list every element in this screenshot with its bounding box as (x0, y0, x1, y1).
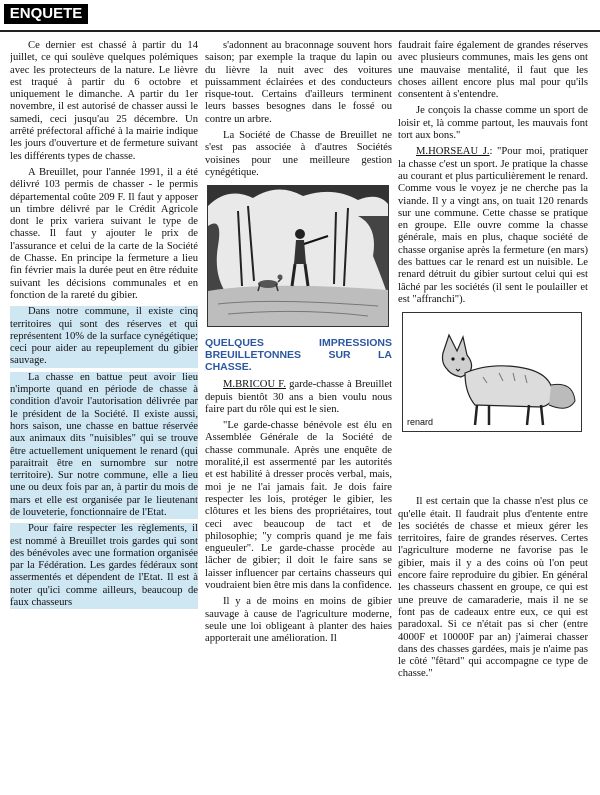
subheading: QUELQUES IMPRESSIONS BREUILLETONNES SUR LA CHASSE. (205, 337, 392, 374)
speaker-name: M.BRICOU F. (223, 379, 286, 391)
paragraph: A Breuillet, pour l'année 1991, il a été délivré 103 permis de chasser - le permis départemental coûte 209 F. Il faut y apposer un timbre délivré par le Crédit Agricole dont le prix variera suivant le type de chasse. Il faut y ajouter le prix de l'assurance et celui de la carte de la Société de Chasse. En principe la fermeture a lieu fin février mais la durée peut en être réduite suivant les décisions communales et en fonction de la rareté du gibier. (10, 166, 198, 301)
highlighted-paragraph: Dans notre commune, il existe cinq territoires qui sont des réserves et qui représentent 10% de la surface cynégétique; ceci pour aider au repeuplement du gibier sauvage. (10, 306, 198, 367)
column-1 (10, 40, 198, 792)
fox-illustration (402, 312, 582, 432)
paragraph: "Le garde-chasse bénévole est élu en Assemblée Générale de la Société de chasse communale. Après une enquête de moralité,il est assermenté par les autorités et est habilité à dresser procès verbal, mais, moi je ne l'ai jamais fait. Je dois faire respecter les lois, protéger le gibier, les clôtures et les biens des propriétaires, tout ceci avec beaucoup de tact et de philosophie; "y compris quand je me fais engueuler". Le garde-chasse procède au lâcher de gibier; il doit le faire sans se laisser influencer par certains chasseurs qui voudraient bien être mis dans la confidence. (205, 420, 392, 592)
hunter-drawing-icon (208, 186, 388, 326)
paragraph-text: garde-chasse à Breuillet depuis bientôt 30 ans a bien voulu nous faire part du rôle qui est le sien. (205, 379, 392, 415)
speaker-name: M.HORSEAU J. (416, 146, 490, 158)
section-header (0, 0, 600, 32)
section-title: ENQUETE (4, 4, 88, 24)
paragraph-text: : "Pour moi, pratiquer la chasse c'est un sport. Je pratique la chasse au courant et plus particulièrement le renard. Comme vous le voyez je ne cherche pas la viande. Il y a vingt ans, on tuait 120 renards sur une commune. Cette chasse se pratique en groupe. Elle ouvre comme la chasse générale, mais en plus, chaque société de chasse organise après la fermeture (en mars) des battues car le renard est un nuisible. Le renard détruit du gibier surtout celui qui est lâché par les sociétés (il sent le poulailler et est "affranchi"). (398, 146, 588, 305)
paragraph: Il y a de moins en moins de gibier sauvage à cause de l'agriculture moderne, seule une loi obligeant à planter des haies apporterait une amélioration. Il (205, 596, 392, 645)
paragraph: Ce dernier est chassé à partir du 14 juillet, ce qui soulève quelques polémiques avec les protecteurs de la nature. Le lièvre est traqué à partir du 6 octobre et uniquement le dimanche. A partir du 1er novembre, il est autorisé de chasser aussi le samedi, ceci jusqu'au 25 décembre. Un arrêté préfectoral affiché à la mairie indique les jours d'ouverture et de fermeture suivant les différents types de chasse. (10, 40, 198, 162)
column-2 (205, 40, 392, 792)
fox-drawing-icon (403, 313, 581, 431)
hunter-illustration (207, 185, 389, 327)
paragraph: s'adonnent au braconnage souvent hors saison; par exemple la traque du lapin ou du lièvre la nuit avec des voitures puissamment éclairées et des conducteurs risque-tout. Certains d'ailleurs terminent leurs basses besognes dans le fossé ou contre un arbre. (205, 40, 392, 125)
column-3 (398, 40, 588, 792)
highlighted-paragraph: Pour faire respecter les règlements, il est nommé à Breuillet trois gardes qui sont des bénévoles avec une formation organisée par la Fédération. Les gardes fédéraux sont assermentés et dépendent de l'Etat. Il est à noter qu'ici comme ailleurs, beaucoup de faux chasseurs (10, 523, 198, 609)
paragraph: Je conçois la chasse comme un sport de loisir et, là comme partout, les mauvais font tort aux bons." (398, 105, 588, 142)
paragraph: faudrait faire également de grandes réserves avec plusieurs communes, mais les gens ont une mauvaise mentalité, il faut que les choses aillent encore plus mal pour qu'ils consentent à s'entendre. (398, 40, 588, 101)
paragraph: La Société de Chasse de Breuillet ne s'est pas associée à d'autres Sociétés voisines pour une meilleure gestion cynégétique. (205, 130, 392, 178)
highlighted-paragraph: La chasse en battue peut avoir lieu n'importe quand en période de chasse à condition d'avoir l'autorisation délivrée par le président de la Société. Il existe aussi, hors saison, une chasse en battue réservée aux animaux dits "nuisibles" qui se trouve être actuellement uniquement le renard (qui paraitrait être en surnombre sur notre territoire). Sur notre commune, elle a lieu une ou deux fois par an, à partir du mois de mars et elle est organisée par le lieutenant de louveterie, fonctionnaire de l'Etat. (10, 372, 198, 520)
paragraph: Il est certain que la chasse n'est plus ce qu'elle était. Il faudrait plus d'entente entre les sociétés de chasse et mieux gérer les territoires, faire de grandes réserves. Certes l'agriculture moderne ne favorise pas le gibier, mais il y a des coins où l'on peut encore faire reproduire du gibier. En général les chasseurs chassent en groupe, ce qui est une preuve de camaraderie, mais il ne se font pas de cadeaux entre eux, ce qui est paradoxal. Si ce n'était pas si cher (entre 4000F et 10000F par an) j'aimerai chasser dans des chasses gardées, mais je n'aime pas le côté "fêtard" qui accompagne ce type de chasse." (398, 496, 588, 680)
illustration-caption: renard (407, 416, 434, 427)
